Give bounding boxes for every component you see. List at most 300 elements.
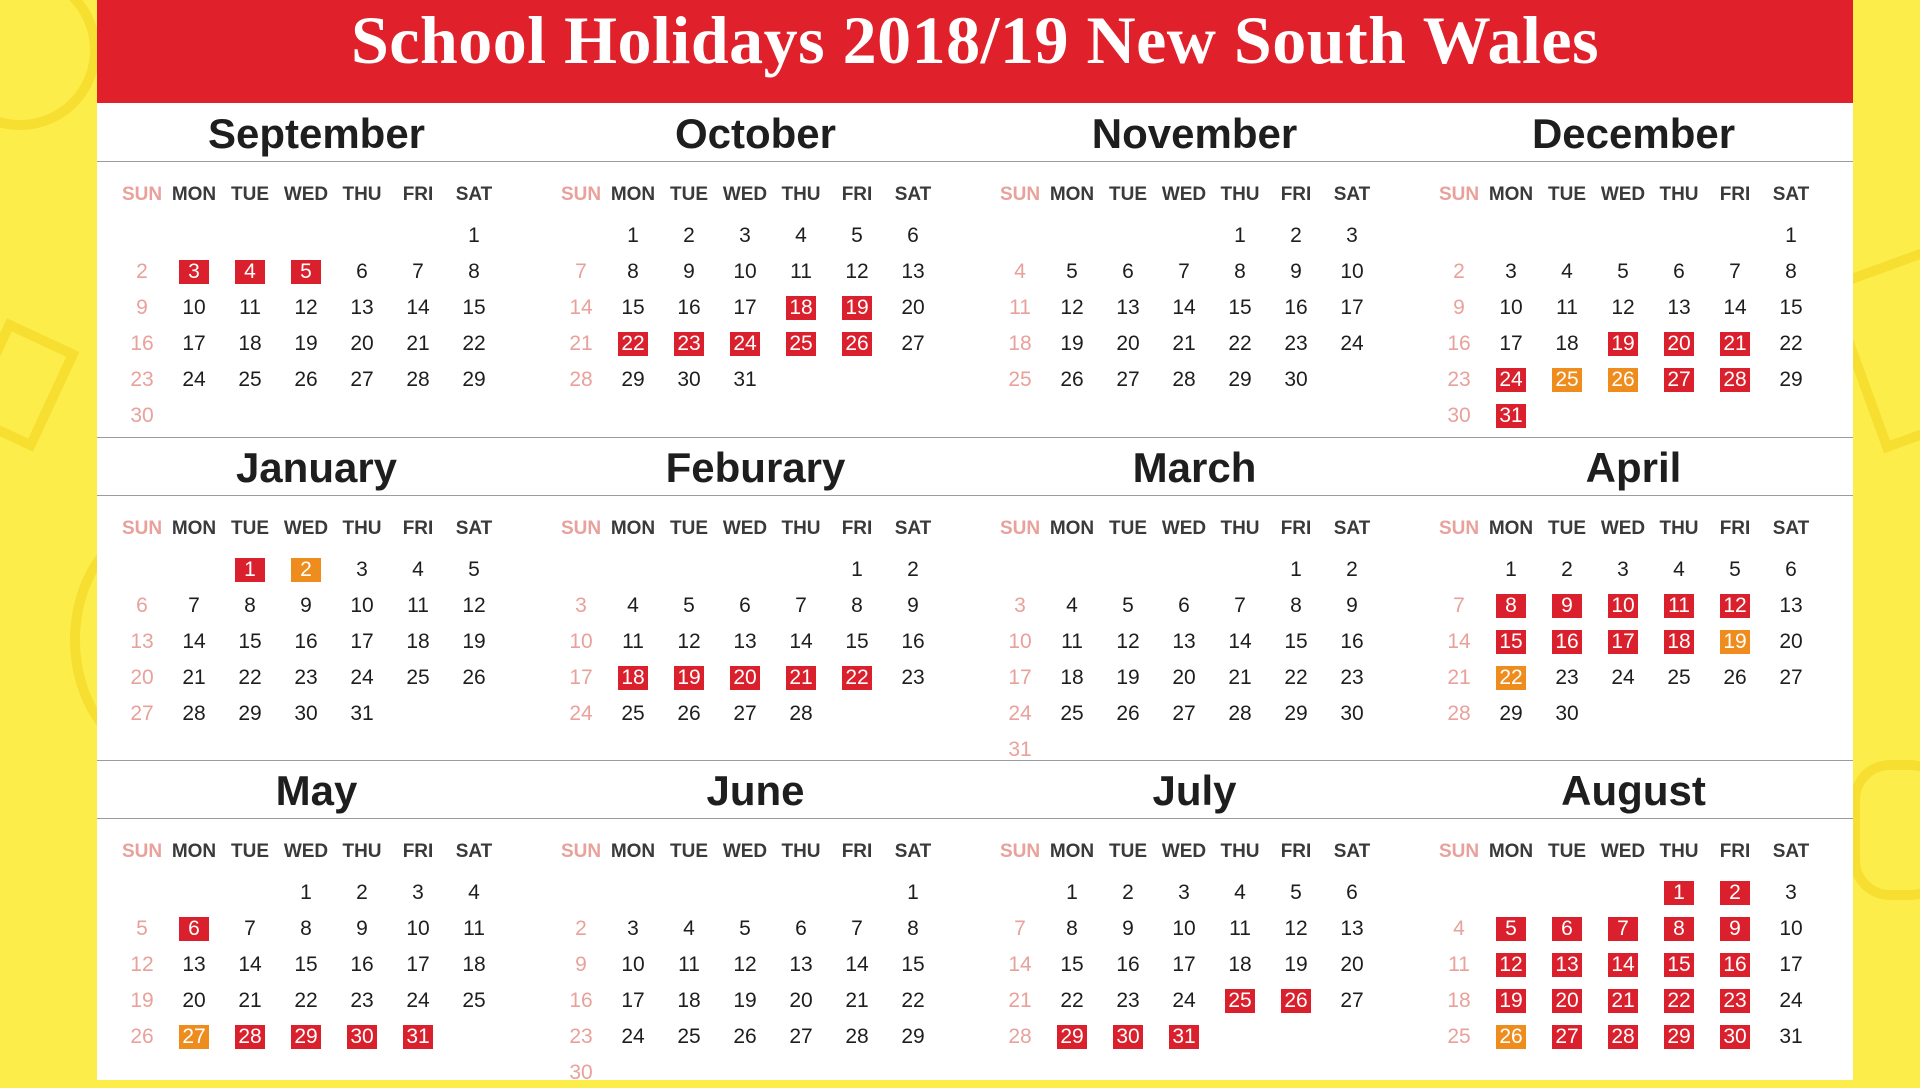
day-cell: 26	[1483, 1022, 1539, 1052]
day-cell: 16	[677, 296, 701, 319]
day-cell: 17	[1779, 953, 1803, 976]
day-cell: 19	[661, 663, 717, 693]
day-cell: 25	[773, 329, 829, 359]
day-cell: 26	[829, 329, 885, 359]
weekday-label: THU	[342, 841, 382, 862]
day-cell: 11	[678, 953, 700, 976]
day-cell: 25	[1447, 1025, 1471, 1048]
weekday-label: SAT	[894, 841, 932, 862]
day-cell: 7	[1595, 914, 1651, 944]
day-cell: 30	[1340, 702, 1364, 725]
day-cell: 15	[238, 630, 262, 653]
day-cell: 13	[130, 630, 154, 653]
day-cell: 21	[1707, 329, 1763, 359]
day-cell: 7	[188, 594, 200, 617]
day-cell: 9	[575, 953, 587, 976]
weekday-label: TUE	[1548, 841, 1586, 862]
weekday-label: MON	[171, 841, 217, 862]
day-cell: 1	[851, 558, 863, 581]
day-cell: 8	[244, 594, 256, 617]
weekday-label: FRI	[1719, 518, 1751, 539]
day-cell: 27	[733, 702, 757, 725]
day-cell: 11	[1009, 296, 1031, 319]
background-decoration	[1850, 760, 1920, 900]
day-cell: 8	[627, 260, 639, 283]
weekday-header	[1414, 183, 1853, 207]
page-title: School Holidays 2018/19 New South Wales	[97, 0, 1853, 103]
day-cell: 29	[238, 702, 262, 725]
day-cell: 26	[677, 702, 701, 725]
day-cell: 12	[1284, 917, 1308, 940]
day-cell: 29	[1044, 1022, 1100, 1052]
background-decoration	[0, 318, 79, 452]
day-cell: 10	[1008, 630, 1032, 653]
day-cell: 22	[1060, 989, 1084, 1012]
day-cell: 18	[1447, 989, 1471, 1012]
day-cell: 4	[1561, 260, 1573, 283]
day-cell: 11	[1061, 630, 1083, 653]
day-cell: 10	[621, 953, 645, 976]
day-cell: 12	[1116, 630, 1140, 653]
day-cell: 28	[1595, 1022, 1651, 1052]
day-cell: 7	[575, 260, 587, 283]
weekday-label: TUE	[670, 184, 708, 205]
calendar-row	[97, 760, 1853, 1084]
day-cell: 18	[462, 953, 486, 976]
day-cell: 4	[627, 594, 639, 617]
day-cell: 29	[462, 368, 486, 391]
day-cell: 2	[1561, 558, 1573, 581]
day-cell: 23	[294, 666, 318, 689]
day-cell: 9	[907, 594, 919, 617]
day-cell: 7	[1453, 594, 1465, 617]
day-cell: 19	[462, 630, 486, 653]
day-cell: 24	[182, 368, 206, 391]
day-cell: 4	[683, 917, 695, 940]
day-cell: 16	[294, 630, 318, 653]
day-cell: 26	[1116, 702, 1140, 725]
day-cell: 6	[1785, 558, 1797, 581]
weekday-label: SAT	[1772, 518, 1810, 539]
day-cell: 15	[1284, 630, 1308, 653]
weekday-label: MON	[1049, 518, 1095, 539]
day-cell: 2	[1122, 881, 1134, 904]
weekday-label: MON	[1488, 841, 1534, 862]
day-cell: 12	[677, 630, 701, 653]
day-cell: 6	[907, 224, 919, 247]
weekday-header	[1414, 840, 1853, 864]
day-cell: 25	[406, 666, 430, 689]
day-cell: 30	[1284, 368, 1308, 391]
weekday-label: THU	[1659, 841, 1699, 862]
weekday-label: SAT	[1333, 518, 1371, 539]
day-cell: 24	[1172, 989, 1196, 1012]
day-cell: 18	[1060, 666, 1084, 689]
day-cell: 30	[1707, 1022, 1763, 1052]
weekday-label: MON	[171, 518, 217, 539]
weekday-header	[975, 517, 1414, 541]
weekday-header	[536, 840, 975, 864]
weekday-label: THU	[781, 841, 821, 862]
day-cell: 4	[222, 257, 278, 287]
day-cell: 21	[569, 332, 593, 355]
day-cell: 15	[621, 296, 645, 319]
day-cell: 18	[1555, 332, 1579, 355]
day-cell: 6	[795, 917, 807, 940]
day-cell: 29	[1779, 368, 1803, 391]
day-cell: 16	[569, 989, 593, 1012]
calendar-row	[97, 103, 1853, 438]
day-cell: 4	[1673, 558, 1685, 581]
day-cell: 19	[1483, 986, 1539, 1016]
weekday-label: SAT	[455, 184, 493, 205]
weekday-label: SAT	[1333, 184, 1371, 205]
day-cell: 27	[1340, 989, 1364, 1012]
day-cell: 8	[1066, 917, 1078, 940]
weekday-label: SAT	[455, 841, 493, 862]
weekday-header	[536, 517, 975, 541]
day-cell: 31	[1779, 1025, 1803, 1048]
day-cell: 23	[1555, 666, 1579, 689]
day-cell: 24	[1340, 332, 1364, 355]
day-cell: 31	[1008, 738, 1032, 761]
weekday-label: THU	[1659, 184, 1699, 205]
day-cell: 23	[1340, 666, 1364, 689]
day-cell: 25	[621, 702, 645, 725]
day-cell: 18	[1008, 332, 1032, 355]
month-june	[536, 760, 975, 1084]
weekday-label: TUE	[1109, 518, 1147, 539]
day-cell: 15	[1483, 627, 1539, 657]
day-cell: 25	[1060, 702, 1084, 725]
day-cell: 8	[1290, 594, 1302, 617]
day-cell: 25	[1667, 666, 1691, 689]
day-cell: 1	[907, 881, 919, 904]
day-cell: 28	[1008, 1025, 1032, 1048]
day-cell: 29	[1651, 1022, 1707, 1052]
day-cell: 13	[901, 260, 925, 283]
weekday-label: MON	[610, 184, 656, 205]
day-cell: 10	[1499, 296, 1523, 319]
day-cell: 12	[1060, 296, 1084, 319]
day-cell: 4	[468, 881, 480, 904]
weekday-label: WED	[722, 184, 768, 205]
day-cell: 1	[627, 224, 639, 247]
day-cell: 25	[677, 1025, 701, 1048]
day-cell: 25	[462, 989, 486, 1012]
weekday-label: SUN	[121, 184, 163, 205]
day-cell: 30	[1447, 404, 1471, 427]
day-cell: 22	[829, 663, 885, 693]
day-cell: 10	[1779, 917, 1803, 940]
weekday-label: TUE	[670, 841, 708, 862]
day-cell: 31	[350, 702, 374, 725]
day-cell: 10	[569, 630, 593, 653]
day-cell: 26	[462, 666, 486, 689]
day-cell: 13	[1172, 630, 1196, 653]
month-title: May	[275, 767, 358, 814]
weekday-label: MON	[610, 518, 656, 539]
day-cell: 30	[677, 368, 701, 391]
day-cell: 18	[677, 989, 701, 1012]
day-cell: 24	[1779, 989, 1803, 1012]
month-may	[97, 760, 536, 1080]
weekday-label: SUN	[121, 518, 163, 539]
weekday-label: MON	[171, 184, 217, 205]
day-cell: 21	[238, 989, 262, 1012]
day-cell: 3	[412, 881, 424, 904]
day-cell: 4	[1453, 917, 1465, 940]
day-cell: 23	[901, 666, 925, 689]
weekday-label: WED	[283, 841, 329, 862]
day-cell: 28	[222, 1022, 278, 1052]
day-cell: 4	[1066, 594, 1078, 617]
day-cell: 16	[1116, 953, 1140, 976]
day-cell: 12	[1707, 591, 1763, 621]
weekday-label: TUE	[231, 184, 269, 205]
weekday-label: MON	[1049, 184, 1095, 205]
calendar-row	[97, 437, 1853, 761]
day-cell: 24	[569, 702, 593, 725]
day-cell: 14	[1008, 953, 1032, 976]
day-cell: 5	[468, 558, 480, 581]
day-cell: 6	[136, 594, 148, 617]
day-cell: 18	[605, 663, 661, 693]
weekday-header	[975, 183, 1414, 207]
day-cell: 14	[238, 953, 262, 976]
weekday-label: TUE	[231, 518, 269, 539]
day-cell: 28	[1172, 368, 1196, 391]
day-cell: 21	[845, 989, 869, 1012]
day-cell: 21	[1008, 989, 1032, 1012]
day-cell: 29	[901, 1025, 925, 1048]
day-cell: 23	[1447, 368, 1471, 391]
day-cell: 19	[733, 989, 757, 1012]
weekday-label: MON	[1488, 184, 1534, 205]
weekday-label: MON	[610, 841, 656, 862]
day-cell: 5	[278, 257, 334, 287]
day-cell: 27	[1172, 702, 1196, 725]
day-cell: 4	[795, 224, 807, 247]
month-august	[1414, 760, 1853, 1080]
day-cell: 22	[1228, 332, 1252, 355]
day-cell: 16	[1340, 630, 1364, 653]
day-cell: 8	[1651, 914, 1707, 944]
weekday-label: WED	[1600, 841, 1646, 862]
day-cell: 14	[1228, 630, 1252, 653]
month-title: September	[207, 110, 426, 157]
day-cell: 5	[739, 917, 751, 940]
day-cell: 10	[733, 260, 757, 283]
day-cell: 9	[136, 296, 148, 319]
day-cell: 17	[1499, 332, 1523, 355]
day-cell: 20	[1779, 630, 1803, 653]
day-cell: 29	[621, 368, 645, 391]
day-cell: 26	[1268, 986, 1324, 1016]
day-cell: 14	[1447, 630, 1471, 653]
day-cell: 17	[569, 666, 593, 689]
weekday-label: SAT	[1772, 184, 1810, 205]
day-cell: 15	[294, 953, 318, 976]
day-cell: 9	[300, 594, 312, 617]
day-cell: 16	[350, 953, 374, 976]
weekday-label: THU	[781, 518, 821, 539]
day-cell: 27	[1651, 365, 1707, 395]
day-cell: 2	[1453, 260, 1465, 283]
weekday-label: WED	[1161, 184, 1207, 205]
weekday-header	[97, 183, 536, 207]
day-cell: 12	[1483, 950, 1539, 980]
weekday-label: TUE	[231, 841, 269, 862]
day-cell: 23	[1116, 989, 1140, 1012]
weekday-label: MON	[1488, 518, 1534, 539]
day-cell: 7	[795, 594, 807, 617]
day-cell: 8	[1785, 260, 1797, 283]
day-cell: 13	[1779, 594, 1803, 617]
weekday-label: TUE	[1109, 841, 1147, 862]
weekday-label: SUN	[999, 184, 1041, 205]
day-cell: 21	[1595, 986, 1651, 1016]
day-cell: 15	[1228, 296, 1252, 319]
day-cell: 1	[1651, 878, 1707, 908]
day-cell: 18	[238, 332, 262, 355]
day-cell: 10	[182, 296, 206, 319]
day-cell: 5	[1122, 594, 1134, 617]
day-cell: 18	[773, 293, 829, 323]
weekday-label: FRI	[1719, 841, 1751, 862]
weekday-label: THU	[342, 184, 382, 205]
day-cell: 30	[1555, 702, 1579, 725]
day-cell: 3	[627, 917, 639, 940]
day-cell: 28	[789, 702, 813, 725]
day-cell: 1	[1785, 224, 1797, 247]
weekday-label: FRI	[841, 518, 873, 539]
day-cell: 1	[468, 224, 480, 247]
day-cell: 27	[166, 1022, 222, 1052]
day-cell: 9	[1122, 917, 1134, 940]
month-title: June	[706, 767, 805, 814]
day-cell: 21	[406, 332, 430, 355]
day-cell: 7	[1729, 260, 1741, 283]
day-cell: 23	[1707, 986, 1763, 1016]
month-title: April	[1585, 444, 1682, 491]
day-cell: 16	[1539, 627, 1595, 657]
weekday-label: FRI	[402, 841, 434, 862]
day-cell: 17	[733, 296, 757, 319]
day-cell: 21	[182, 666, 206, 689]
day-cell: 28	[182, 702, 206, 725]
day-cell: 5	[1290, 881, 1302, 904]
day-cell: 19	[1116, 666, 1140, 689]
day-cell: 7	[412, 260, 424, 283]
day-cell: 7	[1178, 260, 1190, 283]
weekday-label: SAT	[1772, 841, 1810, 862]
day-cell: 27	[901, 332, 925, 355]
weekday-label: SAT	[894, 518, 932, 539]
day-cell: 17	[350, 630, 374, 653]
day-cell: 14	[1172, 296, 1196, 319]
day-cell: 5	[136, 917, 148, 940]
day-cell: 16	[1707, 950, 1763, 980]
month-title: November	[1091, 110, 1298, 157]
day-cell: 5	[1066, 260, 1078, 283]
day-cell: 21	[1447, 666, 1471, 689]
weekday-label: TUE	[670, 518, 708, 539]
day-cell: 25	[1212, 986, 1268, 1016]
day-cell: 6	[739, 594, 751, 617]
day-cell: 17	[1340, 296, 1364, 319]
day-cell: 2	[683, 224, 695, 247]
day-cell: 26	[1060, 368, 1084, 391]
day-cell: 18	[406, 630, 430, 653]
weekday-label: THU	[1659, 518, 1699, 539]
month-title: July	[1152, 767, 1237, 814]
day-cell: 23	[569, 1025, 593, 1048]
day-cell: 8	[468, 260, 480, 283]
weekday-header	[97, 517, 536, 541]
day-cell: 10	[1340, 260, 1364, 283]
day-cell: 30	[130, 404, 154, 427]
day-cell: 5	[683, 594, 695, 617]
day-cell: 19	[1595, 329, 1651, 359]
day-cell: 20	[1340, 953, 1364, 976]
day-cell: 24	[406, 989, 430, 1012]
weekday-label: WED	[722, 518, 768, 539]
day-cell: 17	[1172, 953, 1196, 976]
day-cell: 6	[1673, 260, 1685, 283]
day-cell: 8	[300, 917, 312, 940]
day-cell: 14	[406, 296, 430, 319]
day-cell: 20	[182, 989, 206, 1012]
weekday-header	[97, 840, 536, 864]
day-cell: 5	[1617, 260, 1629, 283]
day-cell: 6	[1346, 881, 1358, 904]
day-cell: 19	[1284, 953, 1308, 976]
day-cell: 24	[1611, 666, 1635, 689]
day-cell: 24	[717, 329, 773, 359]
weekday-label: SUN	[560, 184, 602, 205]
day-cell: 11	[1229, 917, 1251, 940]
day-cell: 20	[1539, 986, 1595, 1016]
day-cell: 11	[407, 594, 429, 617]
day-cell: 3	[1014, 594, 1026, 617]
day-cell: 25	[238, 368, 262, 391]
weekday-label: WED	[722, 841, 768, 862]
day-cell: 10	[406, 917, 430, 940]
day-cell: 14	[1595, 950, 1651, 980]
month-march	[975, 437, 1414, 760]
weekday-label: WED	[1600, 518, 1646, 539]
month-november	[975, 103, 1414, 437]
month-title: August	[1561, 767, 1706, 814]
weekday-label: TUE	[1548, 184, 1586, 205]
day-cell: 10	[1172, 917, 1196, 940]
day-cell: 27	[1779, 666, 1803, 689]
day-cell: 13	[350, 296, 374, 319]
day-cell: 1	[300, 881, 312, 904]
weekday-label: WED	[1161, 841, 1207, 862]
day-cell: 31	[733, 368, 757, 391]
day-cell: 31	[390, 1022, 446, 1052]
day-cell: 23	[661, 329, 717, 359]
weekday-label: SAT	[1333, 841, 1371, 862]
day-cell: 20	[130, 666, 154, 689]
weekday-label: FRI	[1280, 841, 1312, 862]
day-cell: 3	[575, 594, 587, 617]
month-feburary	[536, 437, 975, 760]
day-cell: 17	[182, 332, 206, 355]
day-cell: 9	[1453, 296, 1465, 319]
